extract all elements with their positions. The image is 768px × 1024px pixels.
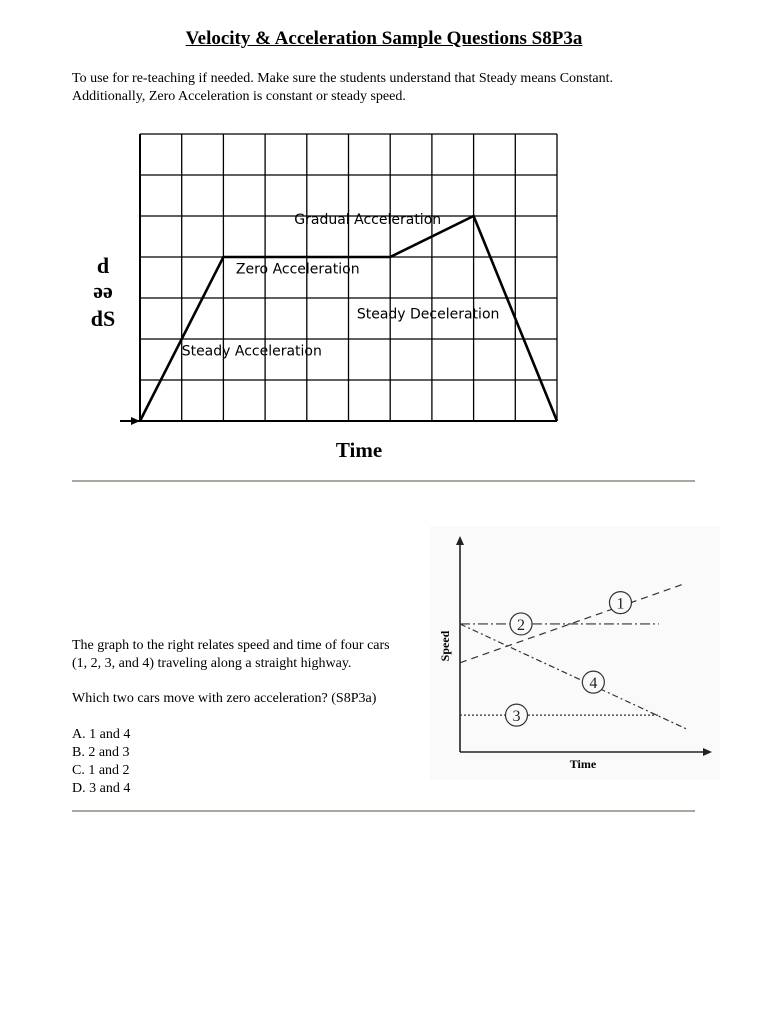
four-cars-chart <box>430 526 720 780</box>
chart-background <box>430 526 720 780</box>
page-title: Velocity & Acceleration Sample Questions S8P3a <box>185 28 583 49</box>
chart-annotations <box>182 212 500 359</box>
divider-2 <box>72 810 695 812</box>
annotation-label: Steady Deceleration <box>356 306 500 323</box>
x-axis-arrowhead <box>131 417 140 425</box>
y-axis-label: Speed <box>438 630 452 662</box>
chart-axes <box>120 134 557 425</box>
question-line-2: (1, 2, 3, and 4) traveling along a straight highway. <box>72 656 352 671</box>
y-axis-label-line-1: d <box>96 253 110 278</box>
car-4-label: 4 <box>589 675 598 693</box>
question-prompt: Which two cars move with zero acceleration? (S8P3a) <box>72 691 377 706</box>
intro-line-1: To use for re-teaching if needed. Make sure the students understand that Steady means Constant. <box>72 71 613 86</box>
divider-1 <box>72 480 695 482</box>
intro-line-2: Additionally, Zero Acceleration is constant or steady speed. <box>72 89 406 104</box>
speed-time-chart <box>0 120 768 470</box>
answer-choice-c: C. 1 and 2 <box>72 763 130 778</box>
car-2-label: 2 <box>517 616 526 634</box>
answer-choice-d: D. 3 and 4 <box>72 781 131 796</box>
car-3-label: 3 <box>512 708 521 726</box>
question-line-1: The graph to the right relates speed and time of four cars <box>72 638 390 653</box>
annotation-label: Gradual Acceleration <box>294 212 442 229</box>
answer-choice-b: B. 2 and 3 <box>72 745 130 760</box>
y-axis-label-line-3: dS <box>90 306 116 331</box>
x-axis-label: Time <box>335 438 383 462</box>
intro-paragraph <box>72 70 712 106</box>
car-1-label: 1 <box>616 595 625 613</box>
y-axis-label-line-2: əə <box>93 278 113 303</box>
chart-grid <box>140 134 557 421</box>
x-axis-label: Time <box>569 757 597 771</box>
annotation-label: Steady Acceleration <box>181 343 322 360</box>
annotation-label: Zero Acceleration <box>235 261 360 278</box>
answer-choice-a: A. 1 and 4 <box>72 727 131 742</box>
